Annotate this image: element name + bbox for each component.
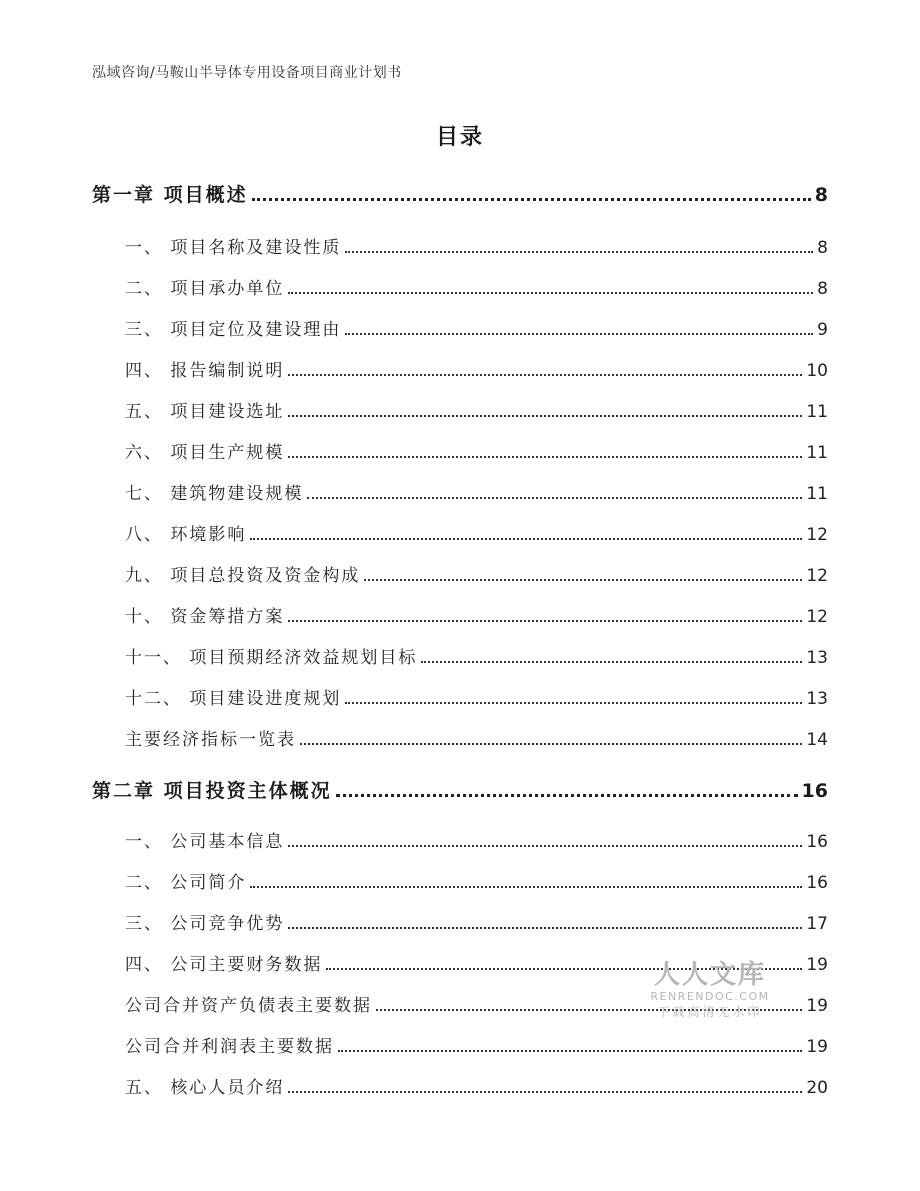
- toc-entry[interactable]: [125, 274, 828, 299]
- dot-leader: [288, 292, 813, 294]
- toc-entry-label: 七、 建筑物建设规模: [125, 484, 304, 504]
- toc-entry-page: 10: [806, 361, 828, 381]
- toc-entry-page: 12: [806, 566, 828, 586]
- toc-entry[interactable]: [125, 602, 828, 627]
- toc-entry-page: 19: [806, 955, 828, 975]
- toc-entry-page: 12: [806, 607, 828, 627]
- toc-entry-page: 17: [806, 914, 828, 934]
- dot-leader: [326, 968, 802, 970]
- toc-entry-label: 十一、 项目预期经济效益规划目标: [125, 648, 418, 668]
- toc-entry-chapter-1[interactable]: [92, 180, 828, 207]
- toc-entry[interactable]: [125, 397, 828, 422]
- toc-entry[interactable]: [125, 1073, 828, 1098]
- dot-leader: [288, 415, 802, 417]
- watermark-name: 人人文库: [653, 960, 766, 990]
- toc-entry-label: 九、 项目总投资及资金构成: [125, 566, 361, 586]
- toc-entry[interactable]: [125, 1032, 828, 1057]
- toc-entry-page: 11: [806, 402, 828, 422]
- toc-entry-label: 公司合并利润表主要数据: [125, 1037, 334, 1057]
- dot-leader: [376, 1009, 802, 1011]
- dot-leader: [345, 702, 802, 704]
- toc-entry-label: 十、 资金筹措方案: [125, 607, 285, 627]
- toc-entry-label: 二、 公司简介: [125, 873, 247, 893]
- toc-entry-page: 11: [806, 484, 828, 504]
- dot-leader: [252, 198, 811, 201]
- dot-leader: [288, 456, 802, 458]
- toc-entry[interactable]: [125, 356, 828, 381]
- toc-entry[interactable]: [125, 561, 828, 586]
- toc-entry[interactable]: [125, 909, 828, 934]
- toc-entry-page: 19: [806, 1037, 828, 1057]
- toc-entry[interactable]: [125, 950, 828, 975]
- toc-entry-page: 8: [814, 184, 828, 206]
- toc-entry-label: 第二章 项目投资主体概况: [92, 780, 332, 802]
- toc-entry-label: 六、 项目生产规模: [125, 443, 285, 463]
- toc-entry-label: 第一章 项目概述: [92, 184, 248, 206]
- toc-entry-label: 一、 项目名称及建设性质: [125, 238, 342, 258]
- dot-leader: [288, 845, 802, 847]
- dot-leader: [288, 1091, 802, 1093]
- watermark-domain: RENRENDOC.COM: [650, 990, 770, 1003]
- dot-leader: [300, 743, 802, 745]
- toc-entry-chapter-2[interactable]: [92, 776, 828, 803]
- toc-entry[interactable]: [125, 233, 828, 258]
- toc-entry-page: 19: [806, 996, 828, 1016]
- dot-leader: [336, 794, 798, 797]
- toc-entry-page: 16: [806, 873, 828, 893]
- toc-entry-label: 五、 核心人员介绍: [125, 1078, 285, 1098]
- watermark-slogan: 下载高清无水印: [657, 1005, 763, 1019]
- dot-leader: [338, 1050, 802, 1052]
- toc-entry-page: 16: [806, 832, 828, 852]
- dot-leader: [250, 538, 802, 540]
- toc-entry-label: 八、 环境影响: [125, 525, 247, 545]
- toc-entry-page: 13: [806, 648, 828, 668]
- dot-leader: [364, 579, 802, 581]
- toc-entry[interactable]: [125, 684, 828, 709]
- dot-leader: [307, 497, 802, 499]
- toc-entry-label: 一、 公司基本信息: [125, 832, 285, 852]
- toc-entry-page: 14: [806, 730, 828, 750]
- toc-entry-page: 8: [817, 238, 828, 258]
- toc-entry[interactable]: [125, 438, 828, 463]
- toc-entry-label: 五、 项目建设选址: [125, 402, 285, 422]
- dot-leader: [345, 333, 813, 335]
- toc-entry-label: 主要经济指标一览表: [125, 730, 296, 750]
- dot-leader: [345, 251, 813, 253]
- toc-entry-label: 公司合并资产负债表主要数据: [125, 996, 372, 1016]
- dot-leader: [288, 620, 802, 622]
- toc-entry-page: 8: [817, 279, 828, 299]
- toc-entry-label: 四、 报告编制说明: [125, 361, 285, 381]
- toc-entry-label: 四、 公司主要财务数据: [125, 955, 323, 975]
- toc-entry[interactable]: [125, 643, 828, 668]
- toc-entry[interactable]: [125, 868, 828, 893]
- toc-entry-page: 12: [806, 525, 828, 545]
- toc-entry-page: 13: [806, 689, 828, 709]
- toc-entry[interactable]: [125, 479, 828, 504]
- dot-leader: [421, 661, 802, 663]
- toc-title: 目录: [435, 125, 484, 150]
- running-header: 泓域咨询/马鞍山半导体专用设备项目商业计划书: [92, 65, 402, 81]
- toc-entry-page: 20: [806, 1078, 828, 1098]
- dot-leader: [288, 374, 802, 376]
- toc-entry-label: 三、 公司竞争优势: [125, 914, 285, 934]
- toc-entry-label: 二、 项目承办单位: [125, 279, 285, 299]
- toc-entry-label: 三、 项目定位及建设理由: [125, 320, 342, 340]
- dot-leader: [288, 927, 802, 929]
- toc-entry-page: 16: [801, 780, 828, 802]
- toc-entry[interactable]: [125, 315, 828, 340]
- toc-entry[interactable]: [125, 991, 828, 1016]
- toc-entry[interactable]: [125, 827, 828, 852]
- toc-entry-page: 9: [817, 320, 828, 340]
- dot-leader: [250, 886, 802, 888]
- toc-entry[interactable]: [125, 520, 828, 545]
- toc-entry-page: 11: [806, 443, 828, 463]
- toc-entry-label: 十二、 项目建设进度规划: [125, 689, 342, 709]
- toc-entry[interactable]: [125, 725, 828, 750]
